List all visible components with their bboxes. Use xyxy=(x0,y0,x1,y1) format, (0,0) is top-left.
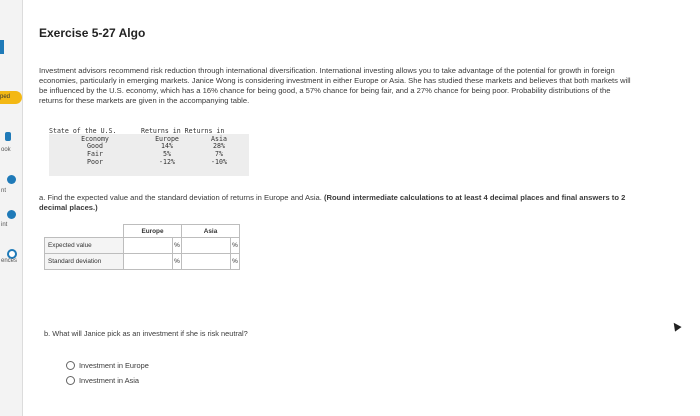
sidebar-badge-label: ped xyxy=(0,94,11,100)
std-dev-asia-input[interactable] xyxy=(182,254,234,269)
header-europe: Europe xyxy=(155,134,179,143)
percent-sign: % xyxy=(231,254,240,270)
header-asia: Asia xyxy=(211,134,227,143)
part-a-question xyxy=(39,193,629,213)
percent-sign: % xyxy=(173,238,182,254)
sidebar-item-ebook[interactable]: ook xyxy=(1,147,11,153)
percent-sign: % xyxy=(173,254,182,270)
answer-header-europe: Europe xyxy=(124,225,182,238)
part-a-instructions: (Round intermediate calculations to at least 4 decimal places and final answers to 2 decimal places.) xyxy=(39,193,626,212)
answer-grid xyxy=(44,224,240,270)
row-state: Fair xyxy=(87,150,103,159)
row-europe: 14% xyxy=(161,142,173,151)
row-state: Poor xyxy=(87,157,103,166)
row-europe: -12% xyxy=(159,157,175,166)
exercise-intro: Investment advisors recommend risk reduction through international diversification. International investing allows you to take advantage of the potential for growth in foreign economies, particularly in emerging markets. Janice Wong is considering investment in either Europe or Asia. She has studied these markets and believes that both markets will be influenced by the U.S. economy, which has a 16% chance for being good, a 57% chance for being fair, and a 27% chance for being poor. Probability distributions of the returns for these markets are given in the accompanying table. xyxy=(39,66,631,105)
sidebar-marker-icon xyxy=(0,40,4,54)
expected-value-label: Expected value xyxy=(45,238,124,254)
answer-header-asia: Asia xyxy=(182,225,240,238)
percent-sign: % xyxy=(231,238,240,254)
print-icon-2 xyxy=(7,210,16,219)
sidebar-item-references[interactable]: ences xyxy=(1,258,18,264)
table-row xyxy=(49,159,251,167)
left-sidebar xyxy=(0,0,23,416)
row-state: Good xyxy=(87,142,103,151)
exercise-title: Exercise 5-27 Algo xyxy=(39,26,146,40)
book-icon xyxy=(5,132,11,141)
print-icon xyxy=(7,175,16,184)
mouse-cursor-icon xyxy=(670,320,681,331)
option-europe[interactable] xyxy=(66,361,149,370)
header-returns: Returns in Returns in xyxy=(141,127,225,135)
radio-button[interactable] xyxy=(66,361,75,370)
row-asia: -10% xyxy=(211,157,227,166)
part-b-question: b. What will Janice pick as an investment if she is risk neutral? xyxy=(44,329,248,338)
header-state: State of the U.S. xyxy=(49,127,117,135)
option-europe-label: Investment in Europe xyxy=(79,361,149,370)
sidebar-badge[interactable] xyxy=(0,91,22,104)
header-economy: Economy xyxy=(81,134,109,143)
std-dev-label: Standard deviation xyxy=(45,254,124,270)
part-a-text: a. Find the expected value and the standard deviation of returns in Europe and Asia. xyxy=(39,193,322,202)
std-dev-europe-input[interactable] xyxy=(124,254,176,269)
expected-value-europe-input[interactable] xyxy=(124,238,176,253)
sidebar-item-print-2[interactable]: int xyxy=(1,222,8,228)
radio-button[interactable] xyxy=(66,376,75,385)
row-asia: 7% xyxy=(215,150,223,159)
option-asia[interactable] xyxy=(66,376,139,385)
option-asia-label: Investment in Asia xyxy=(79,376,139,385)
row-europe: 5% xyxy=(163,150,171,159)
row-asia: 28% xyxy=(213,142,225,151)
returns-table xyxy=(49,128,251,167)
expected-value-asia-input[interactable] xyxy=(182,238,234,253)
sidebar-item-print[interactable]: nt xyxy=(1,188,7,194)
